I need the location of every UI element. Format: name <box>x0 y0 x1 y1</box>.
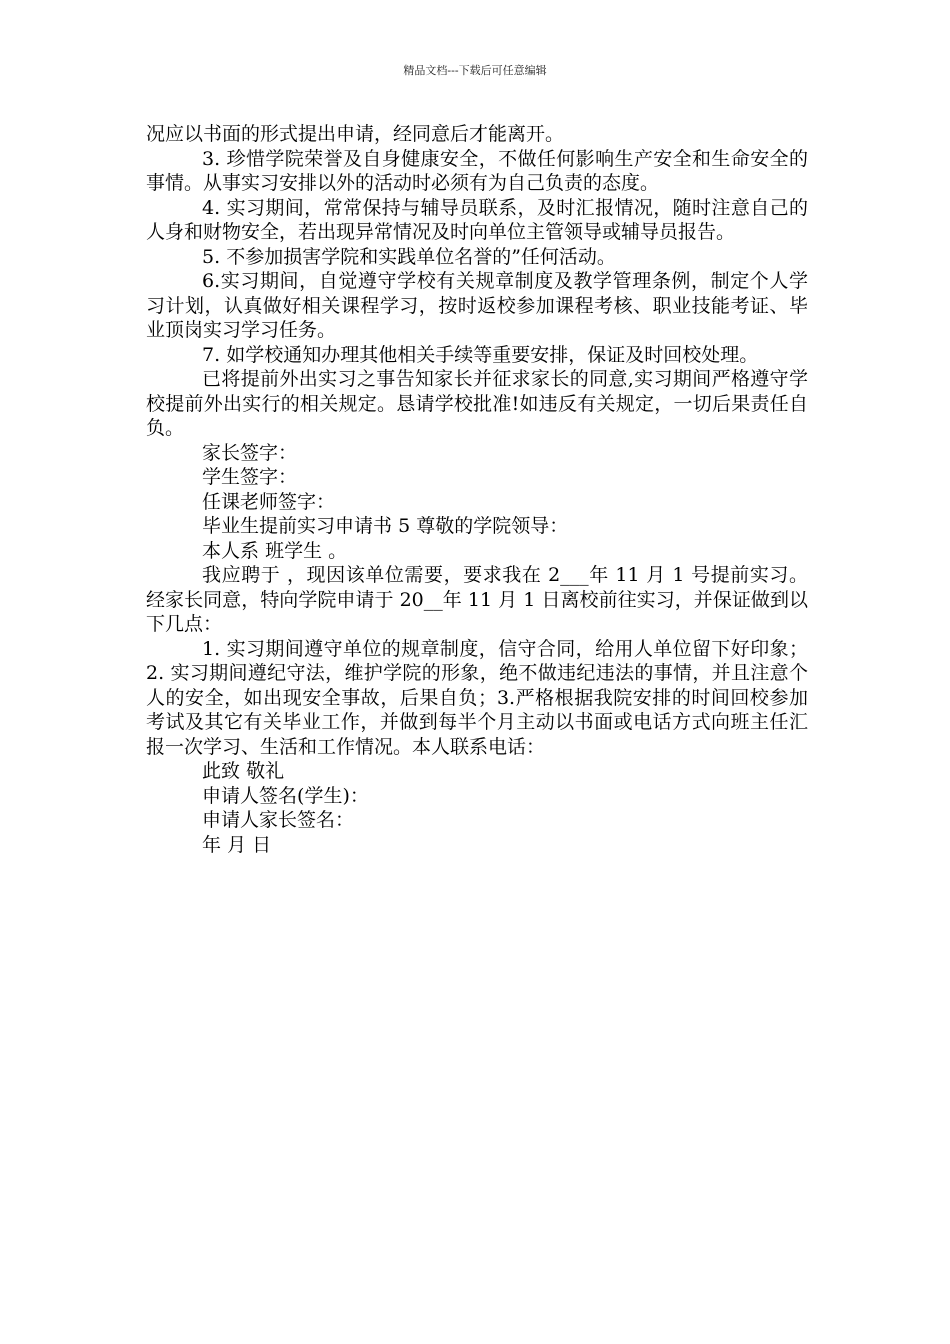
document-body <box>146 122 808 857</box>
paragraph-item-4: 4. 实习期间，常常保持与辅导员联系，及时汇报情况，随时注意自己的人身和财物安全，若出现异常情况及时向单位主管领导或辅导员报告。 <box>146 196 808 243</box>
student-class-line: 本人系 班学生 。 <box>202 539 348 562</box>
paragraph-item-7: 7. 如学校通知办理其他相关手续等重要安排，保证及时回校处理。 <box>202 343 759 366</box>
closing-salutation: 此致 敬礼 <box>202 760 285 782</box>
paragraph-parent-consent: 已将提前外出实习之事告知家长并征求家长的同意,实习期间严格遵守学校提前外出实行的相关规定。恳请学校批准!如违反有关规定，一切后果责任自负。 <box>146 368 808 439</box>
paragraph-item-5: 5. 不参加损害学院和实践单位名誉的”任何活动。 <box>202 245 616 268</box>
paragraph-application: 我应聘于 ，现因该单位需要，要求我在 2___年 11 月 1 号提前实习。经家长同意，特向学院申请于 20__年 11 月 1 日离校前往实习，并保证做到以下几点： <box>146 564 808 635</box>
page-header: 精品文档---下载后可任意编辑 <box>403 64 547 77</box>
parent-signature-line: 家长签字： <box>202 441 298 464</box>
paragraph-leave-request-continuation: 况应以书面的形式提出申请，经同意后才能离开。 <box>146 123 565 145</box>
paragraph-commitments: 1. 实习期间遵守单位的规章制度，信守合同，给用人单位留下好印象； 2. 实习期间遵纪守法，维护学院的形象，绝不做违纪违法的事情，并且注意个人的安全，如出现安全事故，后果自负；3.严格根据我院安排的时间回校参加考试及其它有关毕业工作，并做到每半个月主动以书面或电话方式向班主任汇报一次学习、生活和工作情况。本人联系电话： <box>146 637 808 758</box>
section-title-line: 毕业生提前实习申请书 5 尊敬的学院领导： <box>202 515 569 537</box>
applicant-signature-line: 申请人签名(学生)： <box>202 784 369 807</box>
paragraph-item-3: 3. 珍惜学院荣誉及自身健康安全，不做任何影响生产安全和生命安全的事情。从事实习安排以外的活动时必须有为自己负责的态度。 <box>146 147 808 194</box>
student-signature-line: 学生签字： <box>202 466 298 488</box>
applicant-parent-signature-line: 申请人家长签名： <box>202 809 355 831</box>
teacher-signature-line: 任课老师签字： <box>202 490 336 513</box>
date-line: 年 月 日 <box>202 833 272 856</box>
paragraph-item-6: 6.实习期间，自觉遵守学校有关规章制度及教学管理条例，制定个人学习计划，认真做好相关课程学习，按时返校参加课程考核、职业技能考证、毕业顶岗实习学习任务。 <box>146 270 808 341</box>
